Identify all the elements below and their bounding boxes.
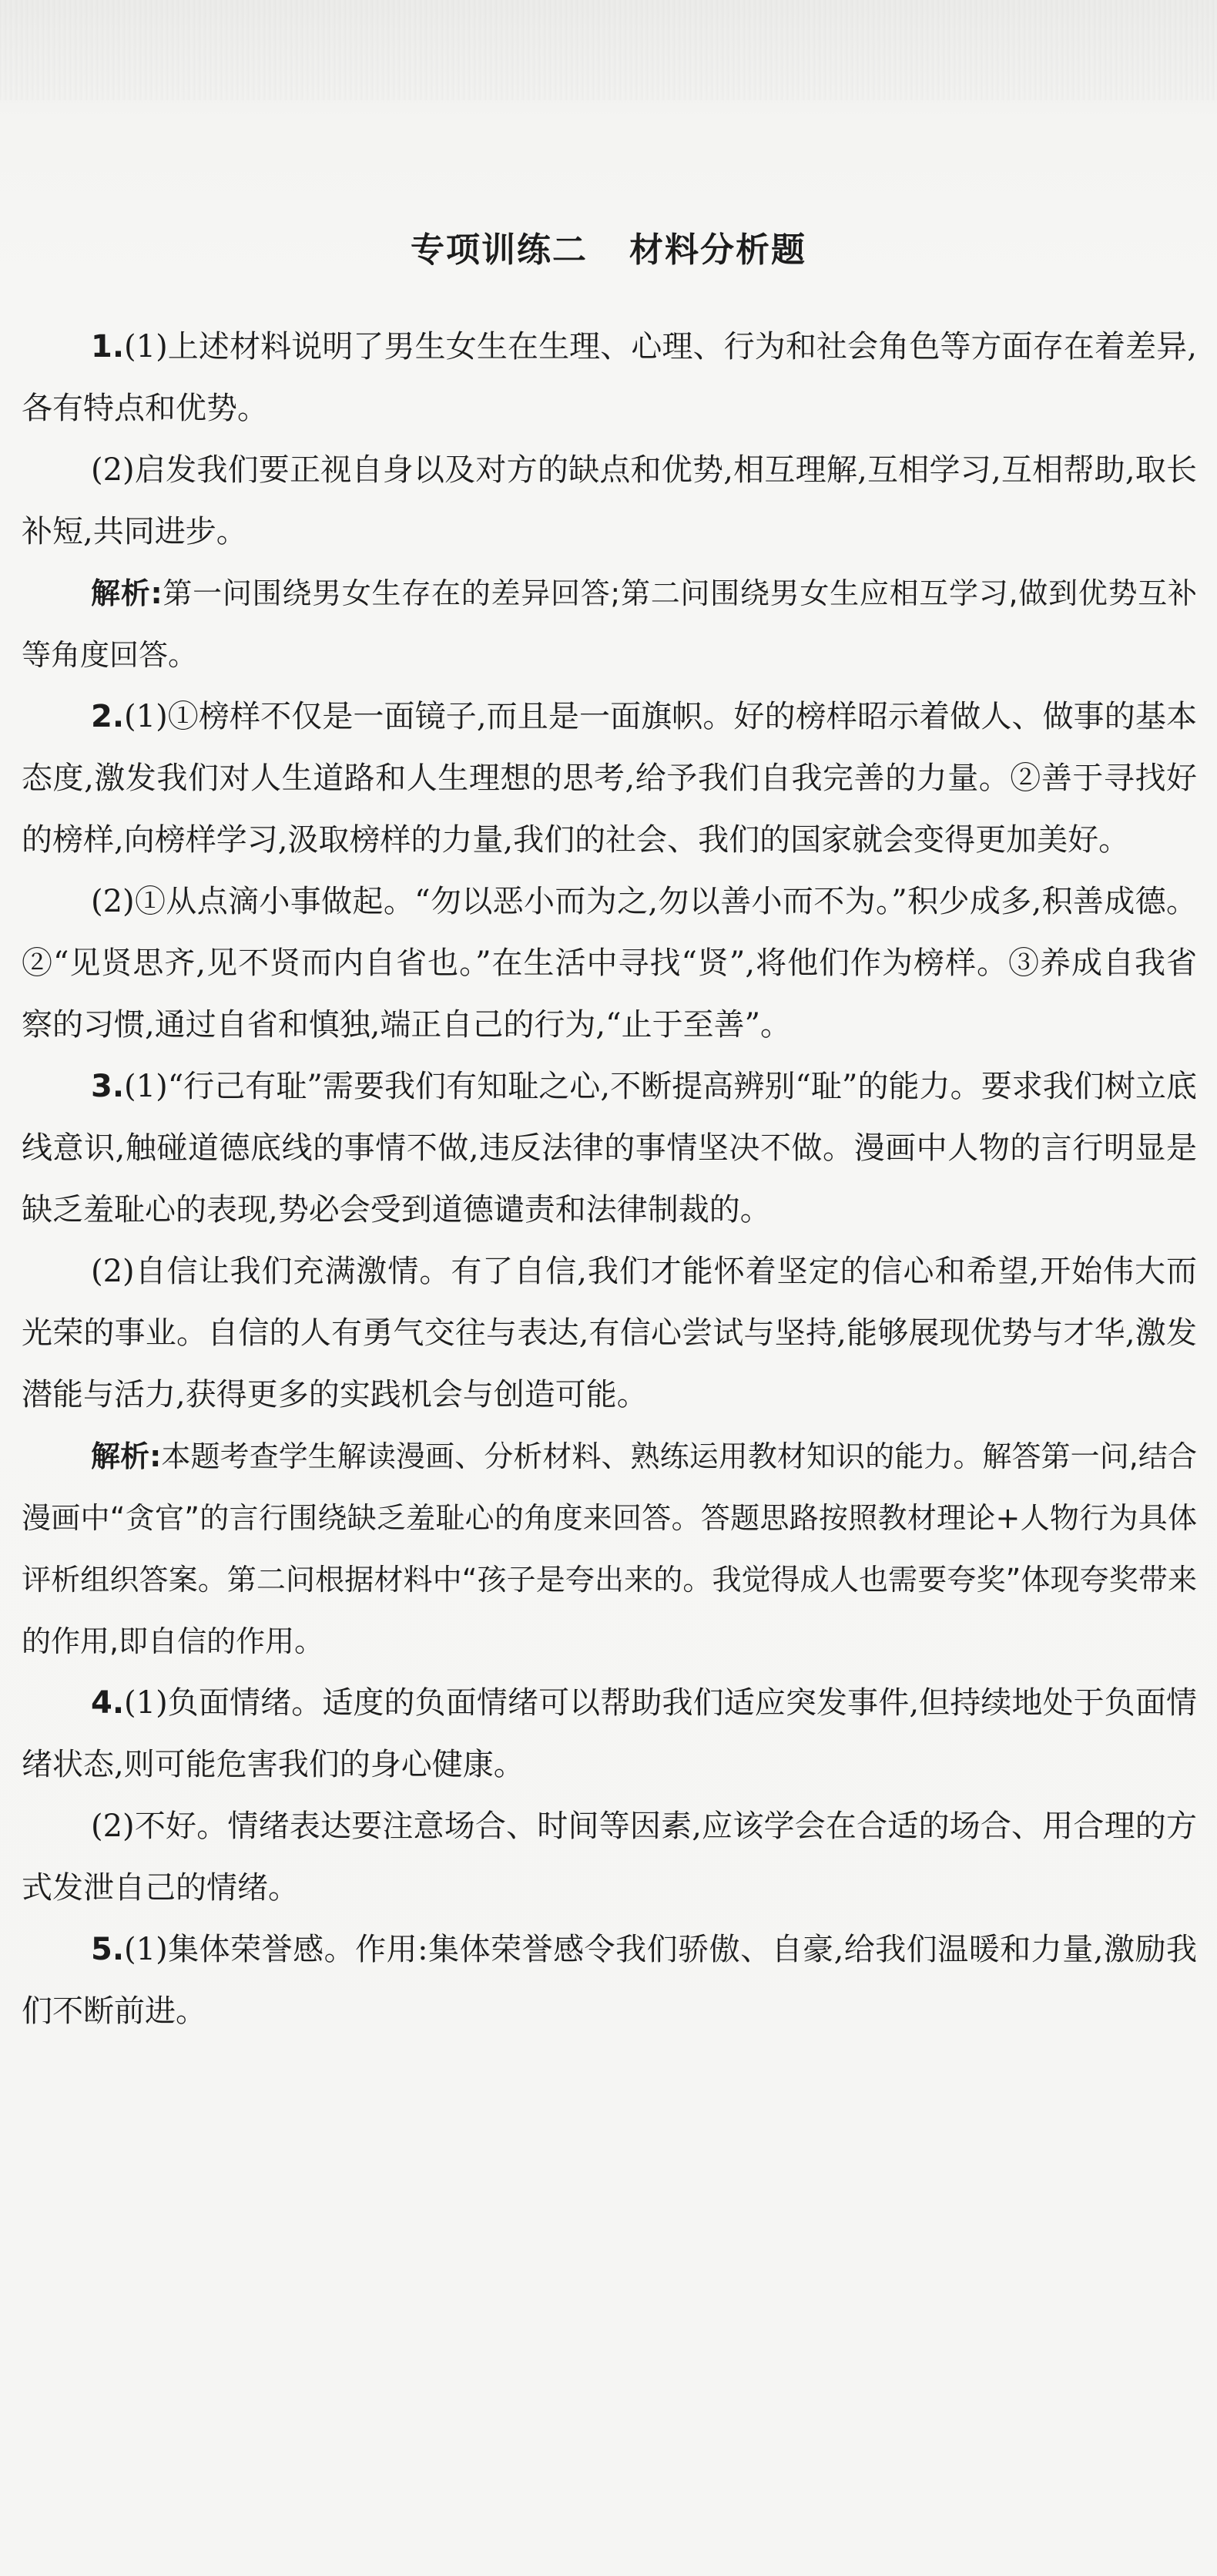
answer-5-part-1 (22, 1919, 1197, 2042)
paragraph-text: (1)①榜样不仅是一面镜子,而且是一面旗帜。好的榜样昭示着做人、做事的基本态度,激发我们对人生道路和人生理想的思考,给予我们自我完善的力量。②善于寻找好的榜样,向榜样学习,汲取榜样的力量,我们的社会、我们的国家就会变得更加美好。 (22, 699, 1197, 858)
answer-content (22, 316, 1197, 2042)
paragraph-text: (2)①从点滴小事做起。“勿以恶小而为之,勿以善小而不为。”积少成多,积善成德。②“见贤思齐,见不贤而内自省也。”在生活中寻找“贤”,将他们作为榜样。③养成自我省察的习惯,通过自省和慎独,端正自己的行为,“止于至善”。 (22, 884, 1197, 1043)
title-sub: 材料分析题 (629, 230, 806, 270)
question-number: 1. (91, 329, 125, 364)
question-number: 3. (91, 1069, 125, 1104)
paragraph-text: (1)“行己有耻”需要我们有知耻之心,不断提高辨别“耻”的能力。要求我们树立底线意识,触碰道德底线的事情不做,违反法律的事情坚决不做。漫画中人物的言行明显是缺乏羞耻心的表现,势必会受到道德谴责和法律制裁的。 (22, 1069, 1197, 1228)
paragraph-text: 第一问围绕男女生存在的差异回答;第二问围绕男女生应相互学习,做到优势互补等角度回答。 (22, 576, 1197, 672)
question-number: 5. (91, 1932, 125, 1967)
answer-2-part-1 (22, 686, 1197, 871)
analysis-1 (22, 563, 1197, 686)
scan-edge-texture (0, 0, 1217, 100)
paragraph-text: (1)上述材料说明了男生女生在生理、心理、行为和社会角色等方面存在着差异,各有特点和优势。 (22, 329, 1197, 426)
answer-3-part-1 (22, 1056, 1197, 1241)
question-number: 4. (91, 1685, 125, 1721)
answer-4-part-1 (22, 1672, 1197, 1795)
answer-1-part-2 (22, 439, 1197, 563)
paragraph-text: (1)集体荣誉感。作用:集体荣誉感令我们骄傲、自豪,给我们温暖和力量,激励我们不断前进。 (22, 1932, 1197, 2029)
analysis-label: 解析: (91, 576, 163, 610)
analysis-label: 解析: (91, 1439, 162, 1473)
paragraph-text: 本题考查学生解读漫画、分析材料、熟练运用教材知识的能力。解答第一问,结合漫画中“贪官”的言行围绕缺乏羞耻心的角度来回答。答题思路按照教材理论+人物行为具体评析组织答案。第二问根据材料中“孩子是夸出来的。我觉得成人也需要夸奖”体现夸奖带来的作用,即自信的作用。 (22, 1439, 1197, 1658)
question-number: 2. (91, 699, 125, 734)
title-main: 专项训练二 (411, 230, 588, 270)
page-title (0, 222, 1217, 271)
paragraph-text: (2)自信让我们充满激情。有了自信,我们才能怀着坚定的信心和希望,开始伟大而光荣的事业。自信的人有勇气交往与表达,有信心尝试与坚持,能够展现优势与才华,激发潜能与活力,获得更多的实践机会与创造可能。 (22, 1254, 1197, 1412)
answer-2-part-2 (22, 871, 1197, 1056)
answer-3-part-2 (22, 1241, 1197, 1426)
analysis-3 (22, 1426, 1197, 1672)
paragraph-text: (1)负面情绪。适度的负面情绪可以帮助我们适应突发事件,但持续地处于负面情绪状态,则可能危害我们的身心健康。 (22, 1685, 1197, 1782)
paragraph-text: (2)启发我们要正视自身以及对方的缺点和优势,相互理解,互相学习,互相帮助,取长补短,共同进步。 (22, 452, 1197, 549)
answer-1-part-1 (22, 316, 1197, 439)
answer-4-part-2 (22, 1795, 1197, 1919)
paragraph-text: (2)不好。情绪表达要注意场合、时间等因素,应该学会在合适的场合、用合理的方式发泄自己的情绪。 (22, 1809, 1197, 1906)
